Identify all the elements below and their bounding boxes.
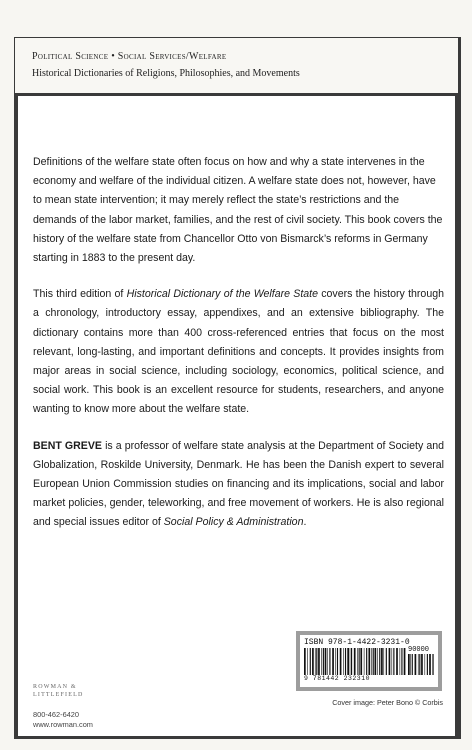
subject-social-services: Social Services/Welfare bbox=[117, 51, 227, 62]
blurb bbox=[33, 153, 444, 550]
barcode-bars bbox=[304, 648, 406, 675]
barcode-label bbox=[300, 635, 438, 687]
barcode-box bbox=[296, 631, 442, 691]
series-header bbox=[15, 38, 458, 93]
series-title: Historical Dictionaries of Religions, Philosophies, and Movements bbox=[32, 68, 300, 79]
publisher-block bbox=[33, 683, 93, 730]
cover-image-credit: Cover image: Peter Bono © Corbis bbox=[332, 698, 443, 707]
bullet-separator: • bbox=[111, 51, 115, 62]
barcode-digits: 9 781442 232310 bbox=[304, 675, 371, 682]
publisher-phone: 800-462-6420 bbox=[33, 710, 80, 719]
publisher-logo bbox=[33, 683, 93, 699]
book-title: Historical Dictionary of the Welfare State bbox=[126, 288, 319, 301]
addon-barcode-bars bbox=[408, 654, 434, 675]
price-code: 90000 bbox=[408, 646, 430, 654]
publisher-website[interactable]: www.rowman.com bbox=[33, 720, 93, 729]
publisher-contact bbox=[33, 710, 93, 730]
back-cover-panel bbox=[18, 96, 455, 736]
author-bio-text: is a professor of welfare state analysis at the Department of Society and Globalization, Roskilde University, Denmark. He has been the Danish expert to several European Union Commission studies on financing and its implications, social and labor market policies, gender, teleworking, and free movement of workers. He is also regional and special issues editor of bbox=[33, 439, 444, 529]
logo-line-2: LITTLEFIELD bbox=[33, 692, 84, 698]
subject-line bbox=[32, 48, 458, 65]
journal-title: Social Policy & Administration bbox=[163, 516, 304, 529]
author-bio-end: . bbox=[303, 516, 307, 529]
edition-details: covers the history through a chronology, introductory essay, appendixes, and an extensive bibliography. The dictionary contains more than 400 cross-referenced entries that focus on the most relevant, long-lasting, and important definitions and concepts. It provides insights from major areas in social science, including sociology, economics, political science, and social work. This book is an excellent resource for students, researchers, and anyone wanting to know more about the welfare state. bbox=[33, 288, 444, 416]
edition-intro: This third edition of bbox=[33, 288, 127, 301]
paragraph-description: Definitions of the welfare state often focus on how and why a state intervenes in the economy and welfare of the individual citizen. A welfare state does not, however, have to mean state intervention; it may merely reflect the state’s restrictions and the demands of the labor market, families, and the rest of civil society. This book covers the history of the welfare state from Chancellor Otto von Bismarck’s reforms in Germany starting in 1883 to the present day. bbox=[33, 156, 443, 265]
logo-line-1: ROWMAN & bbox=[33, 684, 77, 690]
author-name: BENT GREVE bbox=[33, 439, 102, 452]
isbn-text: ISBN 978-1-4422-3231-0 bbox=[304, 638, 410, 647]
subject-political-science: Political Science bbox=[32, 51, 109, 62]
paragraph-edition bbox=[33, 285, 444, 419]
paragraph-author-bio bbox=[33, 437, 444, 533]
